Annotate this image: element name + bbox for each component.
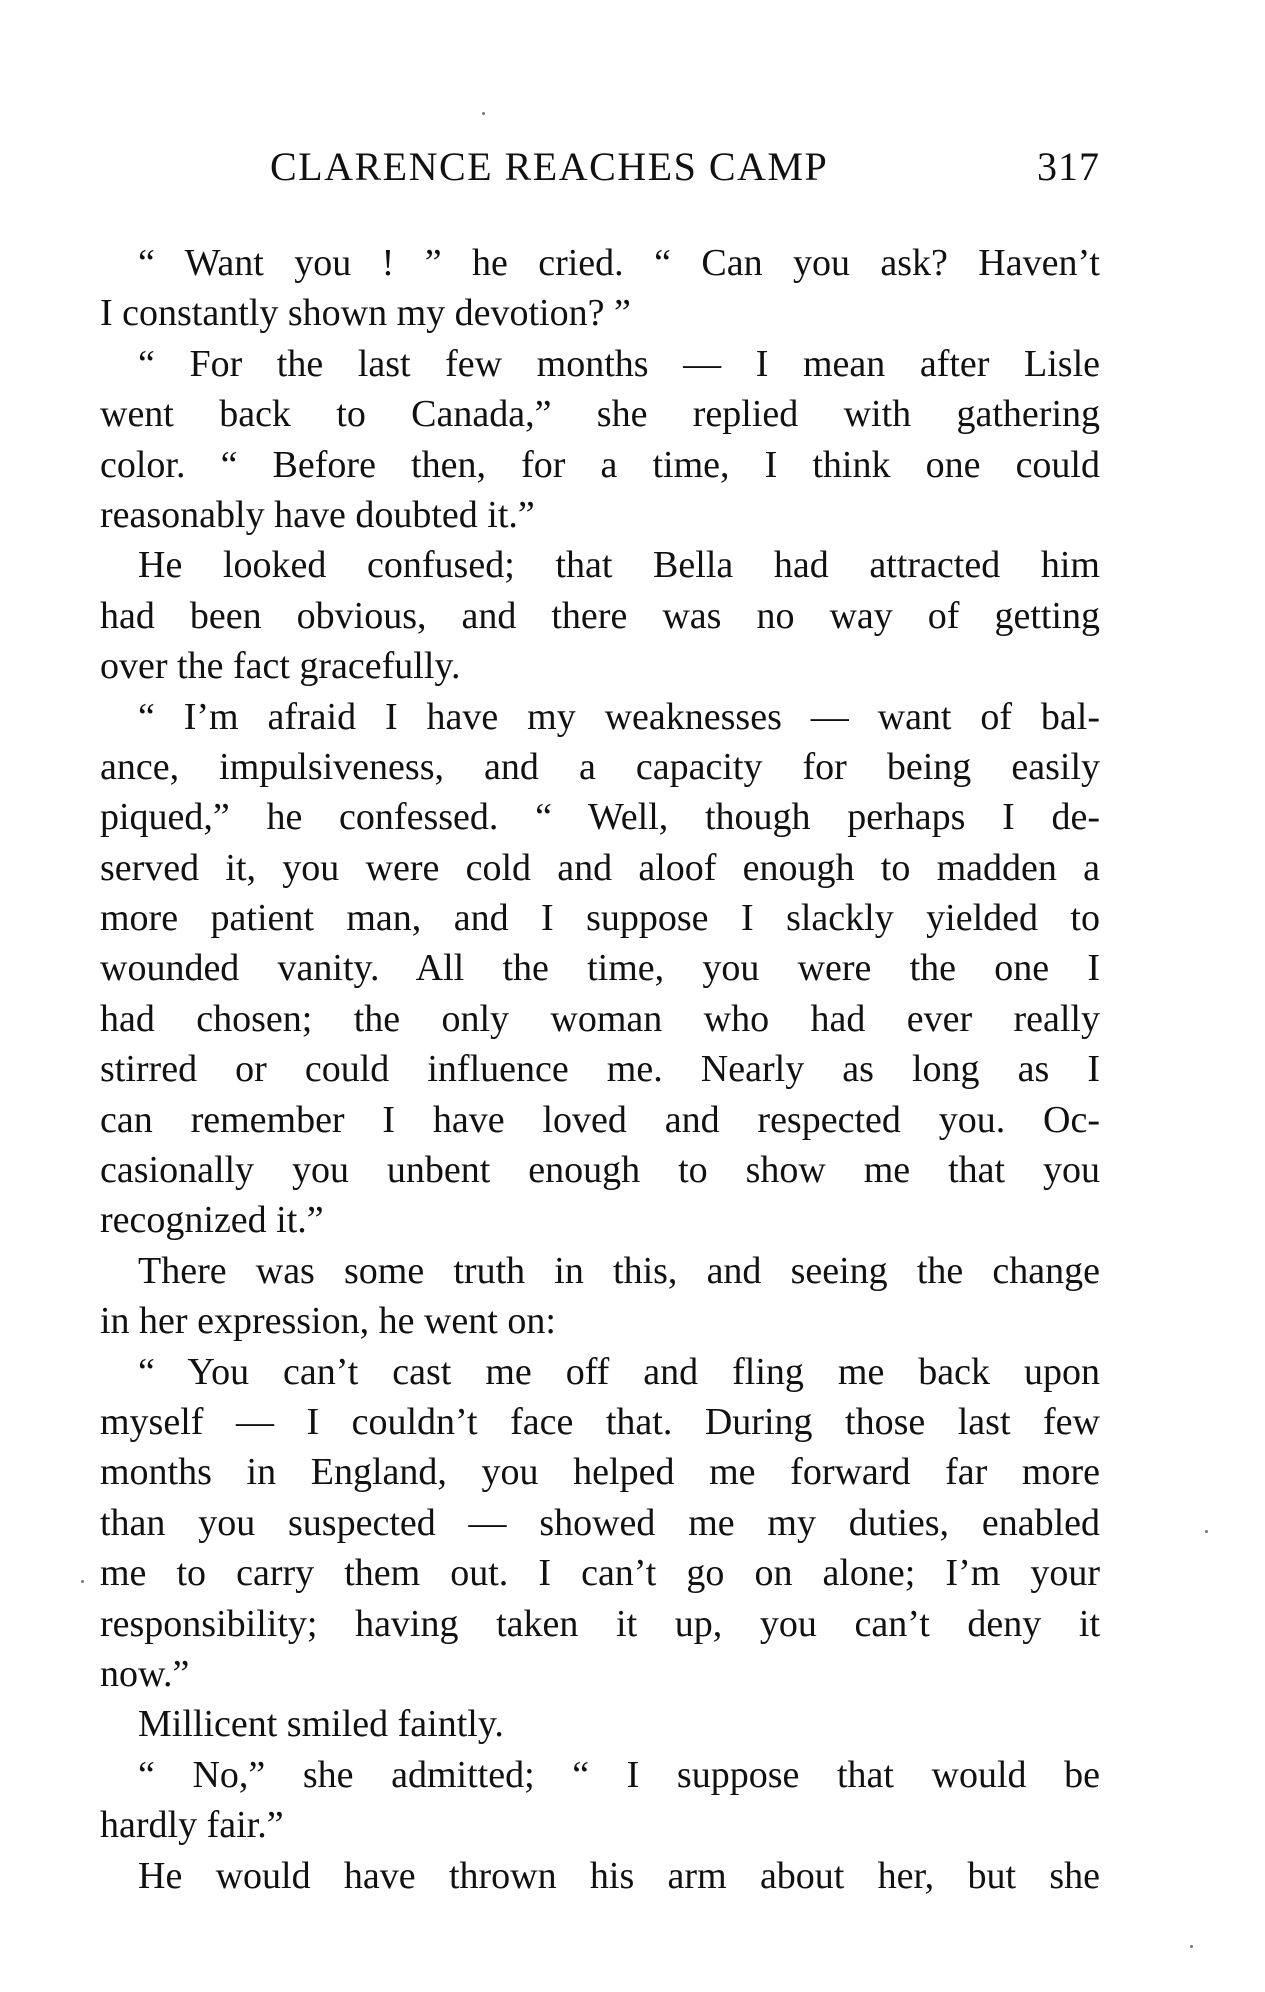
text-line: responsibility; having taken it up, you can’t deny it [100, 1602, 1100, 1645]
text-line: now.” [100, 1652, 190, 1695]
running-head: CLARENCE REACHES CAMP [270, 144, 829, 189]
text-line: recognized it.” [100, 1199, 324, 1242]
text-line: piqued,” he confessed. “ Well, though perhaps I de- [100, 796, 1100, 839]
text-line: months in England, you helped me forward far more [100, 1451, 1100, 1494]
text-line: stirred or could influence me. Nearly as long as I [100, 1048, 1100, 1091]
scan-speck [81, 1580, 84, 1583]
text-line: wounded vanity. All the time, you were the one I [100, 947, 1100, 990]
text-line: There was some truth in this, and seeing the change [138, 1249, 1100, 1292]
text-line: He looked confused; that Bella had attracted him [138, 544, 1100, 587]
scan-speck [482, 112, 485, 115]
page-header [270, 143, 1100, 203]
scan-speck [1190, 1945, 1193, 1948]
text-line: had been obvious, and there was no way of getting [100, 594, 1100, 637]
text-line: over the fact gracefully. [100, 645, 461, 688]
page-number: 317 [1037, 144, 1100, 189]
text-line: “ Want you ! ” he cried. “ Can you ask? Haven’t [138, 242, 1100, 284]
text-line: ance, impulsiveness, and a capacity for being easily [100, 745, 1100, 788]
text-line: more patient man, and I suppose I slackly yielded to [100, 897, 1100, 940]
text-line: myself — I couldn’t face that. During those last few [100, 1400, 1100, 1443]
body-text [100, 238, 1100, 1901]
text-line: me to carry them out. I can’t go on alone; I’m your [100, 1552, 1100, 1595]
text-line: Millicent smiled faintly. [138, 1703, 504, 1746]
text-line: “ No,” she admitted; “ I suppose that would be [138, 1753, 1100, 1796]
text-line: had chosen; the only woman who had ever really [100, 997, 1100, 1040]
text-line: I constantly shown my devotion? ” [100, 292, 631, 335]
text-line: color. “ Before then, for a time, I think one could [100, 443, 1100, 486]
text-line: He would have thrown his arm about her, but she [138, 1854, 1100, 1897]
text-line: than you suspected — showed me my duties, enabled [100, 1501, 1100, 1544]
text-line: “ I’m afraid I have my weaknesses — want of bal- [138, 695, 1100, 738]
text-line: served it, you were cold and aloof enough to madden a [100, 846, 1100, 889]
text-line: “ For the last few months — I mean after Lisle [138, 342, 1100, 385]
text-line: can remember I have loved and respected you. Oc- [100, 1098, 1100, 1141]
text-line: casionally you unbent enough to show me that you [100, 1149, 1100, 1192]
text-line: went back to Canada,” she replied with gathering [100, 393, 1100, 436]
text-line: “ You can’t cast me off and fling me back upon [138, 1350, 1100, 1393]
text-line: in her expression, he went on: [100, 1300, 556, 1343]
scan-speck [1205, 1530, 1208, 1533]
text-line: reasonably have doubted it.” [100, 493, 535, 536]
text-line: hardly fair.” [100, 1804, 284, 1847]
